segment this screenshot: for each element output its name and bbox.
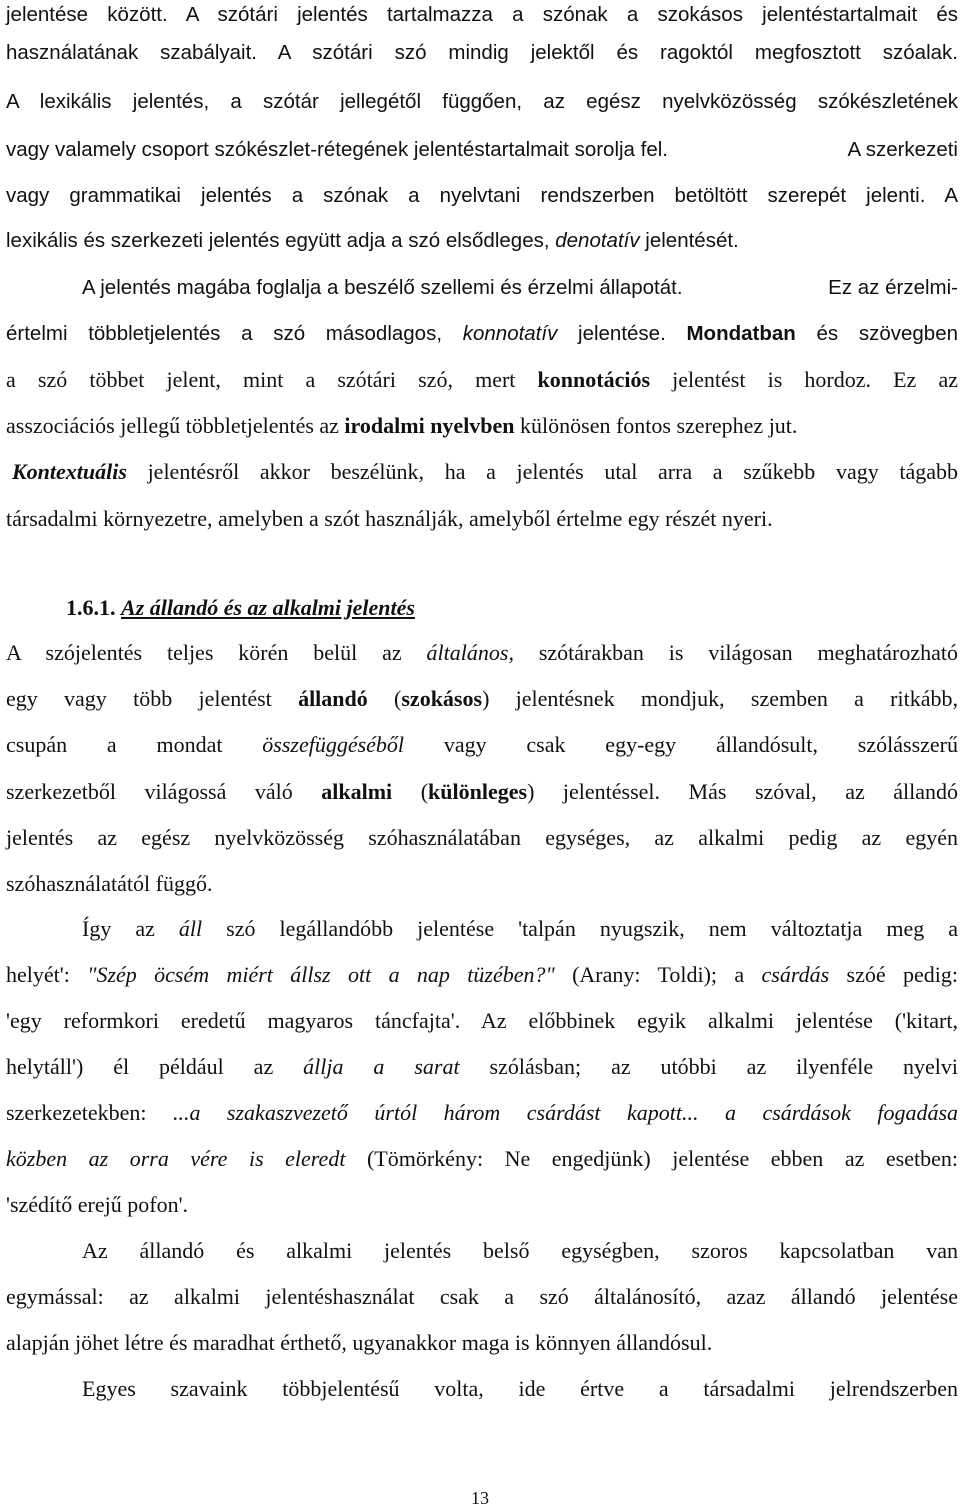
text-line: Az állandó és alkalmi jelentés belső egységben, szoros kapcsolatban van (82, 1238, 958, 1263)
text-line: Kontextuális jelentésről akkor beszélünk, ha a jelentés utal arra a szűkebb vagy tágabb (12, 459, 958, 484)
text-line: 'egy reformkori eredetű magyaros táncfajta'. Az előbbinek egyik alkalmi jelentése ('kitart, (6, 1008, 958, 1033)
text-line: jelentés az egész nyelvközösség szóhasználatában egységes, az alkalmi pedig az egyén (6, 825, 958, 850)
text-line: a szó többet jelent, mint a szótári szó, mert konnotációs jelentést is hordoz. Ez az (6, 367, 958, 392)
text-line: használatának szabályait. A szótári szó mindig jelektől és ragoktól megfosztott szóalak. (6, 41, 958, 64)
text-line: vagy valamely csoport szókészlet-rétegének jelentéstartalmait sorolja fel. A szerkezeti (6, 138, 958, 161)
section-heading (66, 592, 415, 624)
text-line: szerkezetekben: ...a szakaszvezető úrtól három csárdást kapott... a csárdások fogadása (6, 1100, 959, 1125)
term-mondatban: Mondatban (686, 322, 796, 345)
text-line: egy vagy több jelentést állandó (szokásos) jelentésnek mondjuk, szemben a ritkább, (6, 686, 959, 711)
section-number: 1.6.1. (66, 595, 116, 620)
text-line: A jelentés magába foglalja a beszélő szellemi és érzelmi állapotát. Ez az érzelmi- (82, 276, 958, 299)
text-line: A szójelentés teljes körén belül az általános, szótárakban is világosan meghatározható (6, 640, 958, 665)
term-denotativ: denotatív (555, 229, 640, 252)
section-title: Az állandó és az alkalmi jelentés (121, 595, 415, 620)
text-line: helytáll') él például az állja a sarat szólásban; az utóbbi az ilyenféle nyelvi (6, 1054, 959, 1079)
term-konnotativ: konnotatív (462, 322, 558, 345)
text-line: 'szédítő erejű pofon'. (6, 1192, 189, 1217)
text-line: Egyes szavaink többjelentésű volta, ide értve a társadalmi jelrendszerben (82, 1376, 958, 1401)
text-line: jelentése között. A szótári jelentés tartalmazza a szónak a szokásos jelentéstartalmait és (6, 3, 958, 26)
text-line: közben az orra vére is eleredt (Tömörkény: Ne engedjünk) jelentése ebben az esetben: (6, 1146, 958, 1171)
text-line: helyét': "Szép öcsém miért állsz ott a nap tüzében?" (Arany: Toldi); a csárdás szóé pedig: (6, 962, 958, 987)
page-number: 13 (471, 1488, 489, 1508)
text-line: társadalmi környezetre, amelyben a szót használják, amelyből értelme egy részét nyeri. (6, 506, 773, 531)
text-line: vagy grammatikai jelentés a szónak a nyelvtani rendszerben betöltött szerepét jelenti. A (6, 184, 958, 207)
text-line: Így az áll szó legállandóbb jelentése 'talpán nyugszik, nem változtatja meg a (82, 916, 958, 941)
term-konnotacios: konnotációs (537, 367, 651, 392)
text-line: asszociációs jellegű többletjelentés az irodalmi nyelvben különösen fontos szerephez jut. (6, 413, 798, 438)
text-line: szóhasználatától függő. (6, 871, 213, 896)
term-irodalmi-nyelvben: irodalmi nyelvben (344, 413, 515, 438)
text-line: szerkezetből világossá váló alkalmi (különleges) jelentéssel. Más szóval, az állandó (6, 779, 958, 804)
text-line: értelmi többletjelentés a szó másodlagos, konnotatív jelentése. Mondatban és szövegben (6, 322, 959, 345)
text-line: csupán a mondat összefüggéséből vagy csak egy-egy állandósult, szólásszerű (6, 732, 958, 757)
text-line: lexikális és szerkezeti jelentés együtt adja a szó elsődleges, denotatív jelentését. (6, 229, 739, 252)
term-kontextualis: Kontextuális (12, 459, 127, 484)
text-line: A lexikális jelentés, a szótár jellegétől függően, az egész nyelvközösség szókészletének (6, 90, 958, 113)
text-line: egymással: az alkalmi jelentéshasználat csak a szó általánosító, azaz állandó jelentése (6, 1284, 958, 1309)
text-line: alapján jöhet létre és maradhat érthető, ugyanakkor maga is könnyen állandósul. (6, 1330, 713, 1355)
